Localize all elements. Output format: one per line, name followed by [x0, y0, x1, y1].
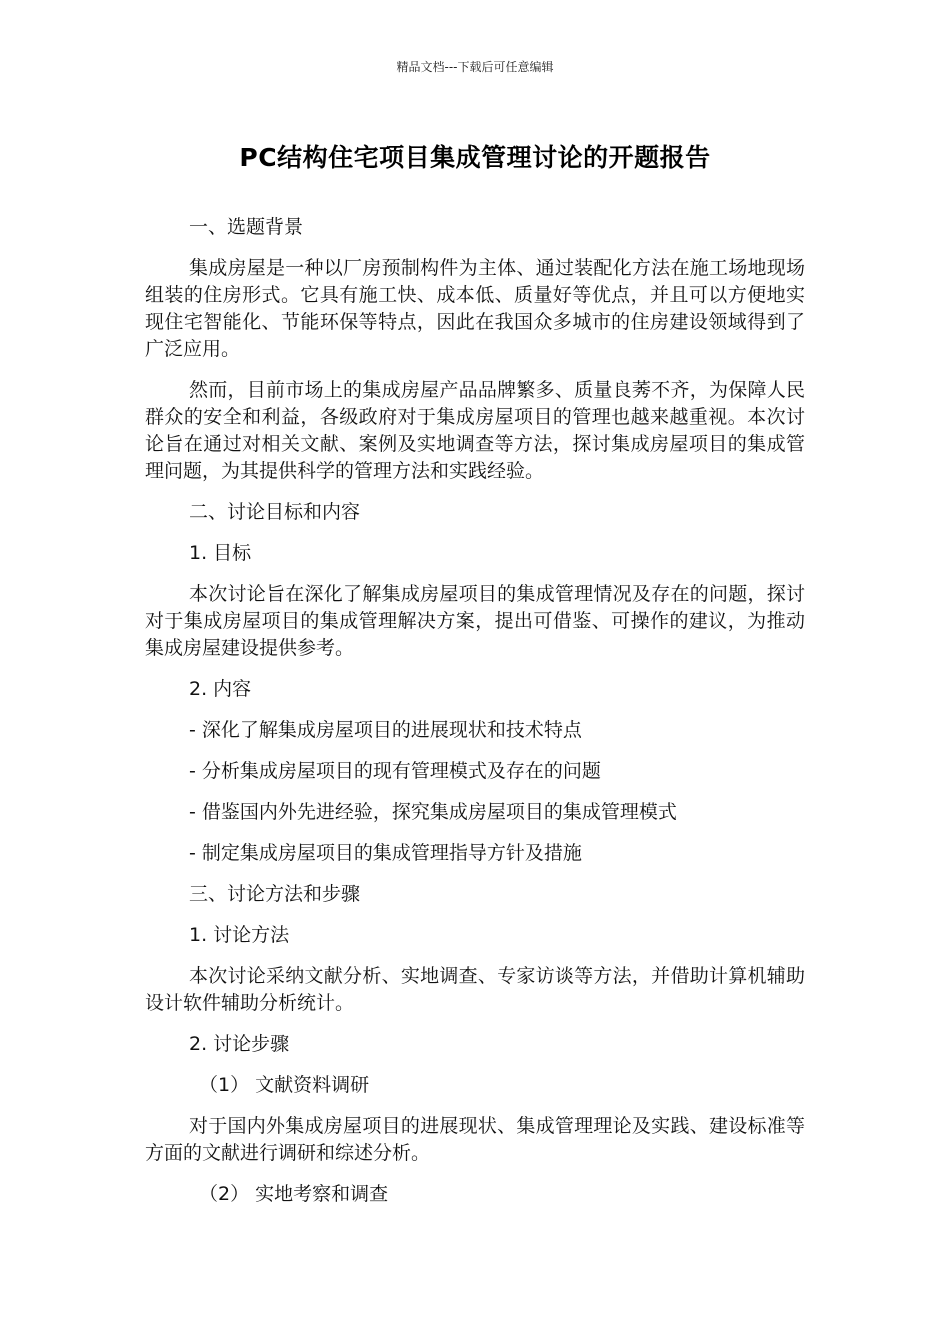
body-paragraph: 对于国内外集成房屋项目的进展现状、集成管理理论及实践、建设标准等方面的文献进行调研和综述分析。 — [145, 1115, 805, 1164]
body-paragraph: 集成房屋是一种以厂房预制构件为主体、通过装配化方法在施工场地现场组装的住房形式。它具有施工快、成本低、质量好等优点，并且可以方便地实现住宅智能化、节能环保等特点，因此在我国众多城市的住房建设领域得到了广泛应用。 — [145, 257, 805, 360]
section-heading: 二、讨论目标和内容 — [189, 501, 361, 523]
sub-heading: 2. 讨论步骤 — [189, 1033, 290, 1055]
body-paragraph: 本次讨论旨在深化了解集成房屋项目的集成管理情况及存在的问题，探讨对于集成房屋项目的集成管理解决方案，提出可借鉴、可操作的建议，为推动集成房屋建设提供参考。 — [145, 583, 805, 659]
body-paragraph: 然而，目前市场上的集成房屋产品品牌繁多、质量良莠不齐，为保障人民群众的安全和利益，各级政府对于集成房屋项目的管理也越来越重视。本次讨论旨在通过对相关文献、案例及实地调查等方法，探讨集成房屋项目的集成管理问题，为其提供科学的管理方法和实践经验。 — [145, 379, 805, 482]
list-item: - 借鉴国内外先进经验，探究集成房屋项目的集成管理模式 — [189, 801, 677, 823]
list-item: - 制定集成房屋项目的集成管理指导方针及措施 — [189, 842, 582, 864]
step-heading: （1） 文献资料调研 — [199, 1074, 370, 1096]
document-title: PC结构住宅项目集成管理讨论的开题报告 — [239, 143, 711, 172]
list-item: - 分析集成房屋项目的现有管理模式及存在的问题 — [189, 760, 601, 782]
sub-heading: 2. 内容 — [189, 678, 252, 700]
section-heading: 三、讨论方法和步骤 — [189, 883, 361, 905]
document-body — [145, 214, 805, 1222]
page-header: 精品文档---下载后可任意编辑 — [396, 60, 554, 74]
sub-heading: 1. 目标 — [189, 542, 252, 564]
sub-heading: 1. 讨论方法 — [189, 924, 290, 946]
section-heading: 一、选题背景 — [189, 216, 304, 238]
step-heading: （2） 实地考察和调查 — [199, 1183, 389, 1205]
list-item: - 深化了解集成房屋项目的进展现状和技术特点 — [189, 719, 582, 741]
body-paragraph: 本次讨论采纳文献分析、实地调查、专家访谈等方法，并借助计算机辅助设计软件辅助分析统计。 — [145, 965, 805, 1014]
